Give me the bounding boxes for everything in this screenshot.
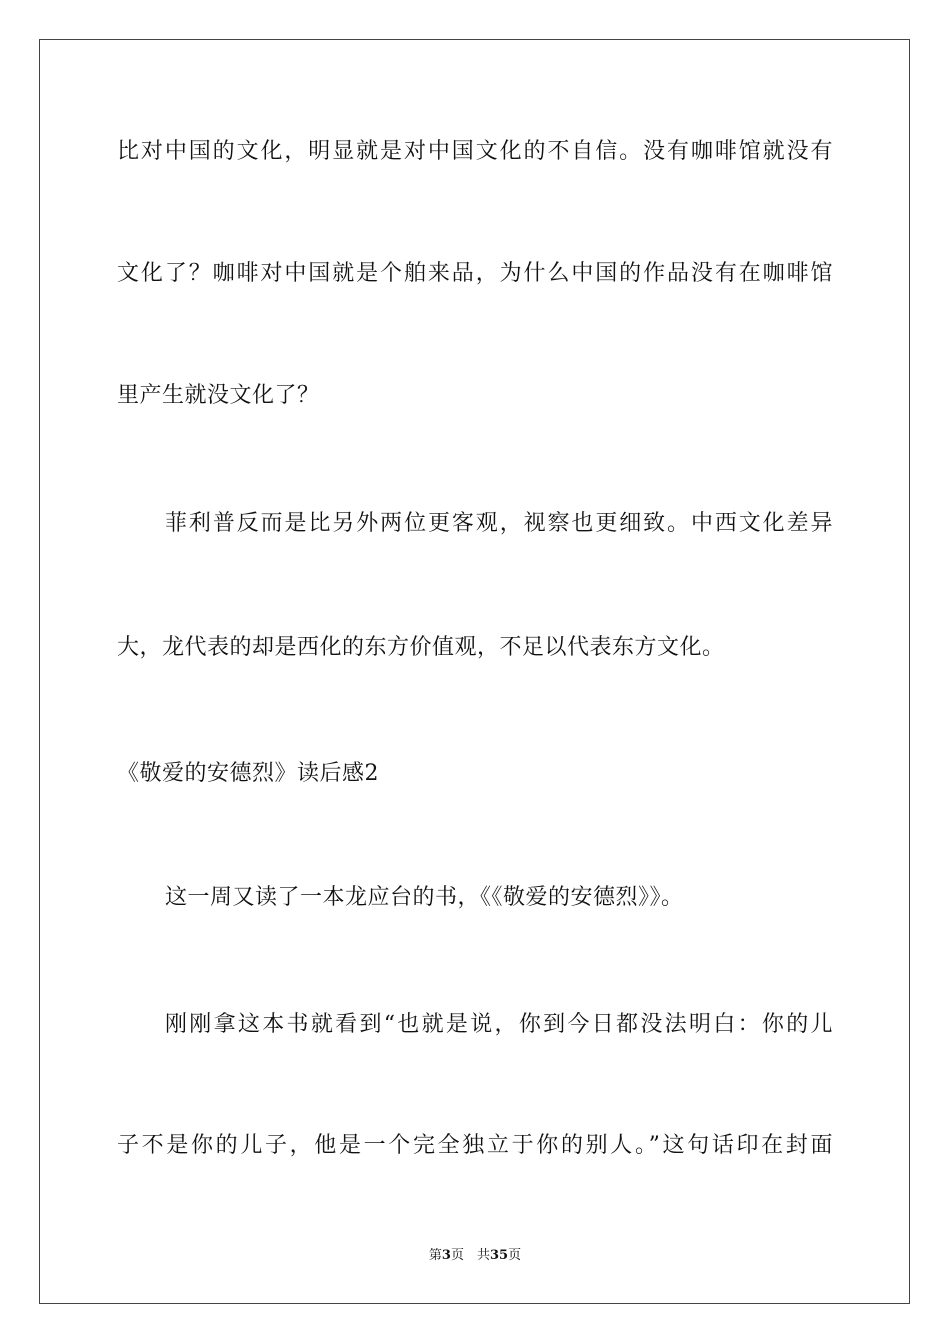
body-line: 大，龙代表的却是西化的东方价值观，不足以代表东方文化。: [117, 635, 725, 660]
body-line: 比对中国的文化，明显就是对中国文化的不自信。没有咖啡馆就没有: [117, 139, 833, 164]
page-footer: [0, 1247, 950, 1265]
page-border: [39, 39, 910, 1304]
current-page-number: 3: [441, 1248, 451, 1263]
footer-mid: 页 共: [450, 1248, 490, 1263]
footer-suffix: 页: [508, 1248, 522, 1263]
body-line: 里产生就没文化了？: [117, 383, 320, 408]
body-line: 子不是你的儿子，他是一个完全独立于你的别人。”这句话印在封面: [117, 1133, 833, 1158]
section-heading: 《敬爱的安德烈》读后感2: [117, 761, 379, 786]
footer-prefix: 第: [428, 1248, 442, 1263]
total-pages-number: 35: [489, 1248, 509, 1263]
body-line: 菲利普反而是比另外两位更客观，视察也更细致。中西文化差异: [165, 511, 833, 536]
body-line: 刚刚拿这本书就看到“也就是说，你到今日都没法明白：你的儿: [165, 1012, 833, 1037]
body-line: 这一周又读了一本龙应台的书，《《敬爱的安德烈》》。: [165, 885, 684, 910]
body-line: 文化了？咖啡对中国就是个舶来品，为什么中国的作品没有在咖啡馆: [117, 261, 833, 286]
